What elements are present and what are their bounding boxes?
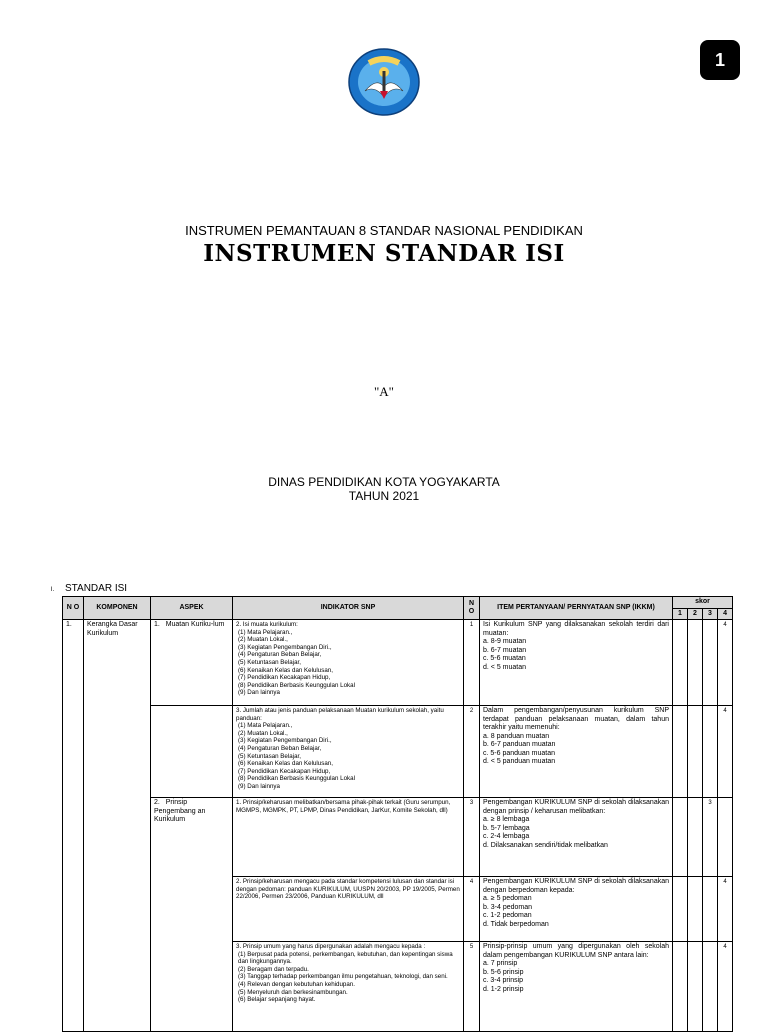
list-item: (5) Menyeluruh dan berkesinambungan. bbox=[238, 988, 348, 996]
option-item: b. 3-4 pedoman bbox=[483, 903, 533, 911]
table-row bbox=[63, 706, 733, 798]
list-item: (3) Kegiatan Pengembangan Diri., bbox=[238, 737, 332, 745]
score-cell-3[interactable]: 3 bbox=[703, 798, 718, 877]
header-indikator: INDIKATOR SNP bbox=[233, 597, 464, 620]
option-item: d. Tidak berpedoman bbox=[483, 920, 549, 928]
score-cell-1[interactable] bbox=[673, 620, 688, 706]
item-options bbox=[483, 638, 669, 672]
option-item: d. 1-2 prinsip bbox=[483, 985, 524, 993]
list-item: (9) Dan lainnya bbox=[238, 689, 280, 697]
document-title: INSTRUMEN STANDAR ISI bbox=[203, 240, 565, 267]
option-item: d. Dilaksanakan sendiri/tidak melibatkan bbox=[483, 841, 608, 849]
komponen-no: 1. bbox=[63, 620, 84, 1032]
aspek-cell-empty bbox=[151, 706, 233, 798]
aspek-no: 1. bbox=[154, 621, 160, 628]
item-no: 1 bbox=[464, 620, 480, 706]
header-skor: skor bbox=[673, 597, 733, 609]
list-item: (6) Kenaikan Kelas dan Kelulusan, bbox=[238, 760, 333, 768]
header-score-3: 3 bbox=[703, 608, 718, 620]
list-item: (3) Kegiatan Pengembangan Diri., bbox=[238, 643, 332, 651]
list-item: (1) Berpusat pada potensi, perkembangan, kebutuhan, dan kepentingan siswa dan lingkungannya. bbox=[238, 950, 453, 966]
score-cell-1[interactable] bbox=[673, 706, 688, 798]
score-cell-3[interactable] bbox=[703, 877, 718, 942]
option-item: b. 6-7 muatan bbox=[483, 646, 527, 654]
indikator-cell bbox=[233, 706, 464, 798]
tut-wuri-handayani-logo bbox=[347, 47, 421, 122]
list-item: (8) Pendidikan Berbasis Keunggulan Lokal bbox=[238, 681, 355, 689]
item-cell bbox=[480, 620, 673, 706]
item-text: Pengembangan KURIKULUM SNP di sekolah dilaksanakan dengan berpedoman kepada: bbox=[483, 878, 669, 894]
indikator-cell bbox=[233, 942, 464, 1032]
document-code: "A" bbox=[373, 384, 394, 399]
aspek-name: Prinsip Pengembang an Kurikulum bbox=[154, 799, 206, 823]
list-item: (5) Ketuntasan Belajar, bbox=[238, 658, 301, 666]
score-cell-2[interactable] bbox=[688, 798, 703, 877]
item-options bbox=[483, 960, 669, 994]
item-options bbox=[483, 895, 669, 929]
list-item: (1) Mata Pelajaran., bbox=[238, 722, 293, 730]
indikator-cell bbox=[233, 798, 464, 877]
item-no: 3 bbox=[464, 798, 480, 877]
office-name: DINAS PENDIDIKAN KOTA YOGYAKARTA bbox=[268, 475, 500, 489]
option-item: d. < 5 muatan bbox=[483, 663, 527, 671]
option-item: c. 5-6 panduan muatan bbox=[483, 749, 555, 757]
list-item: (6) Kenaikan Kelas dan Kelulusan, bbox=[238, 666, 333, 674]
score-cell-4[interactable]: 4 bbox=[718, 620, 733, 706]
list-item: (7) Pendidikan Kecakapan Hidup, bbox=[238, 767, 331, 775]
list-item: (4) Pengaturan Beban Belajar, bbox=[238, 744, 322, 752]
score-cell-2[interactable] bbox=[688, 706, 703, 798]
aspek-cell bbox=[151, 798, 233, 1032]
indikator-title: 2. Prinsip/keharusan mengacu pada standar kompetensi lulusan dan standar isi dengan pedoman: panduan KURIKULUM, UUSPN 20/2003, PP 19/2005, Permen 22/2006, Permen 23/2006, Panduan KURIKULUM, dll bbox=[236, 878, 460, 901]
option-item: b. 6-7 panduan muatan bbox=[483, 741, 556, 748]
list-item: (5) Ketuntasan Belajar, bbox=[238, 752, 301, 760]
list-item: (2) Muatan Lokal., bbox=[238, 729, 288, 737]
indikator-cell bbox=[233, 620, 464, 706]
option-item: c. 5-6 muatan bbox=[483, 655, 526, 662]
header-score-4: 4 bbox=[718, 608, 733, 620]
option-item: b. 5-7 lembaga bbox=[483, 824, 530, 832]
list-item: (6) Belajar sepanjang hayat. bbox=[238, 996, 316, 1004]
item-text: Dalam pengembangan/penyusunan kurikulum SNP terdapat panduan pelaksanaan muatan, dalam tahun terakhir yaitu memenuhi: bbox=[483, 707, 669, 731]
option-item: a. ≥ 8 lembaga bbox=[483, 816, 530, 823]
option-item: a. 8 panduan muatan bbox=[483, 732, 550, 740]
office-block bbox=[0, 475, 768, 503]
header-score-1: 1 bbox=[673, 608, 688, 620]
section-heading bbox=[40, 583, 127, 594]
item-options bbox=[483, 816, 669, 850]
office-year: TAHUN 2021 bbox=[348, 489, 420, 503]
indikator-list bbox=[236, 722, 460, 790]
score-cell-2[interactable] bbox=[688, 942, 703, 1032]
item-no: 5 bbox=[464, 942, 480, 1032]
score-cell-3[interactable] bbox=[703, 942, 718, 1032]
score-cell-1[interactable] bbox=[673, 942, 688, 1032]
aspek-name: Muatan Kuriku-lum bbox=[165, 621, 225, 628]
option-item: a. 8-9 muatan bbox=[483, 638, 527, 645]
header-no: N O bbox=[63, 597, 84, 620]
score-cell-1[interactable] bbox=[673, 877, 688, 942]
indikator-title: 3. Jumlah atau jenis panduan pelaksanaan Muatan kurikulum sekolah, yaitu panduan: bbox=[236, 707, 444, 722]
list-item: (4) Relevan dengan kebutuhan kehidupan. bbox=[238, 980, 355, 988]
item-cell bbox=[480, 706, 673, 798]
item-no: 2 bbox=[464, 706, 480, 798]
score-cell-3[interactable] bbox=[703, 706, 718, 798]
list-item: (1) Mata Pelajaran., bbox=[238, 628, 293, 636]
list-item: (2) Beragam dan terpadu. bbox=[238, 965, 309, 973]
score-cell-2[interactable] bbox=[688, 877, 703, 942]
header-aspek: ASPEK bbox=[151, 597, 233, 620]
list-item: (2) Muatan Lokal., bbox=[238, 636, 288, 644]
option-item: d. < 5 panduan muatan bbox=[483, 758, 556, 765]
item-cell bbox=[480, 942, 673, 1032]
option-item: a. ≥ 5 pedoman bbox=[483, 895, 532, 902]
item-text: Pengembangan KURIKULUM SNP di sekolah dilaksanakan dengan prinsip / keharusan melibatkan: bbox=[483, 799, 669, 815]
item-text: Prinsip-prinsip umum yang dipergunakan oleh sekolah dalam pengembangan KURIKULUM SNP antara lain: bbox=[483, 943, 669, 959]
option-item: c. 2-4 lembaga bbox=[483, 833, 530, 840]
indikator-cell bbox=[233, 877, 464, 942]
section-number: I. bbox=[50, 587, 55, 593]
aspek-cell bbox=[151, 620, 233, 706]
instrument-table bbox=[62, 596, 733, 1032]
score-cell-3[interactable] bbox=[703, 620, 718, 706]
section-title: STANDAR ISI bbox=[65, 583, 128, 594]
page-number-badge: 1 bbox=[700, 40, 740, 80]
indikator-list bbox=[236, 951, 460, 1004]
option-item: a. 7 prinsip bbox=[483, 960, 518, 967]
list-item: (4) Pengaturan Beban Belajar, bbox=[238, 651, 322, 659]
list-item: (3) Tanggap terhadap perkembangan ilmu pengetahuan, teknologi, dan seni. bbox=[238, 973, 448, 981]
indikator-title: 3. Prinsip umum yang harus dipergunakan adalah mengacu kepada : bbox=[236, 943, 426, 950]
header-no-item: N O bbox=[464, 597, 480, 620]
score-cell-4[interactable]: 4 bbox=[718, 706, 733, 798]
score-cell-2[interactable] bbox=[688, 620, 703, 706]
komponen-name: Kerangka Dasar Kurikulum bbox=[84, 620, 151, 1032]
option-item: c. 1-2 pedoman bbox=[483, 912, 532, 919]
score-cell-4[interactable]: 4 bbox=[718, 877, 733, 942]
list-item: (7) Pendidikan Kecakapan Hidup, bbox=[238, 674, 331, 682]
table-row bbox=[63, 798, 733, 877]
option-item: c. 3-4 prinsip bbox=[483, 977, 524, 984]
score-cell-4[interactable] bbox=[718, 798, 733, 877]
item-no: 4 bbox=[464, 877, 480, 942]
list-item: (9) Dan lainnya bbox=[238, 782, 280, 790]
aspek-no: 2. bbox=[154, 799, 160, 806]
item-text: Isi Kurikulum SNP yang dilaksanakan sekolah terdiri dari muatan: bbox=[483, 621, 669, 637]
header-score-2: 2 bbox=[688, 608, 703, 620]
header-komponen: KOMPONEN bbox=[84, 597, 151, 620]
table-row bbox=[63, 620, 733, 706]
header-item: ITEM PERTANYAAN/ PERNYATAAN SNP (IKKM) bbox=[480, 597, 673, 620]
option-item: b. 5-6 prinsip bbox=[483, 968, 524, 976]
score-cell-4[interactable]: 4 bbox=[718, 942, 733, 1032]
item-options bbox=[483, 733, 669, 767]
indikator-title: 1. Prinsip/keharusan melibatkan/bersama pihak-pihak terkait (Guru serumpun, MGMPS, MGMPK, PT, LPMP, Dinas Pendidikan, JarKur, Komite Sekolah, dll) bbox=[236, 799, 451, 814]
list-item: (8) Pendidikan Berbasis Keunggulan Lokal bbox=[238, 775, 355, 783]
item-cell bbox=[480, 798, 673, 877]
document-subtitle: INSTRUMEN PEMANTAUAN 8 STANDAR NASIONAL PENDIDIKAN bbox=[185, 223, 583, 238]
indikator-title: 2. Isi muata kurikulum: bbox=[236, 621, 298, 628]
indikator-list bbox=[236, 629, 460, 697]
score-cell-1[interactable] bbox=[673, 798, 688, 877]
item-cell bbox=[480, 877, 673, 942]
